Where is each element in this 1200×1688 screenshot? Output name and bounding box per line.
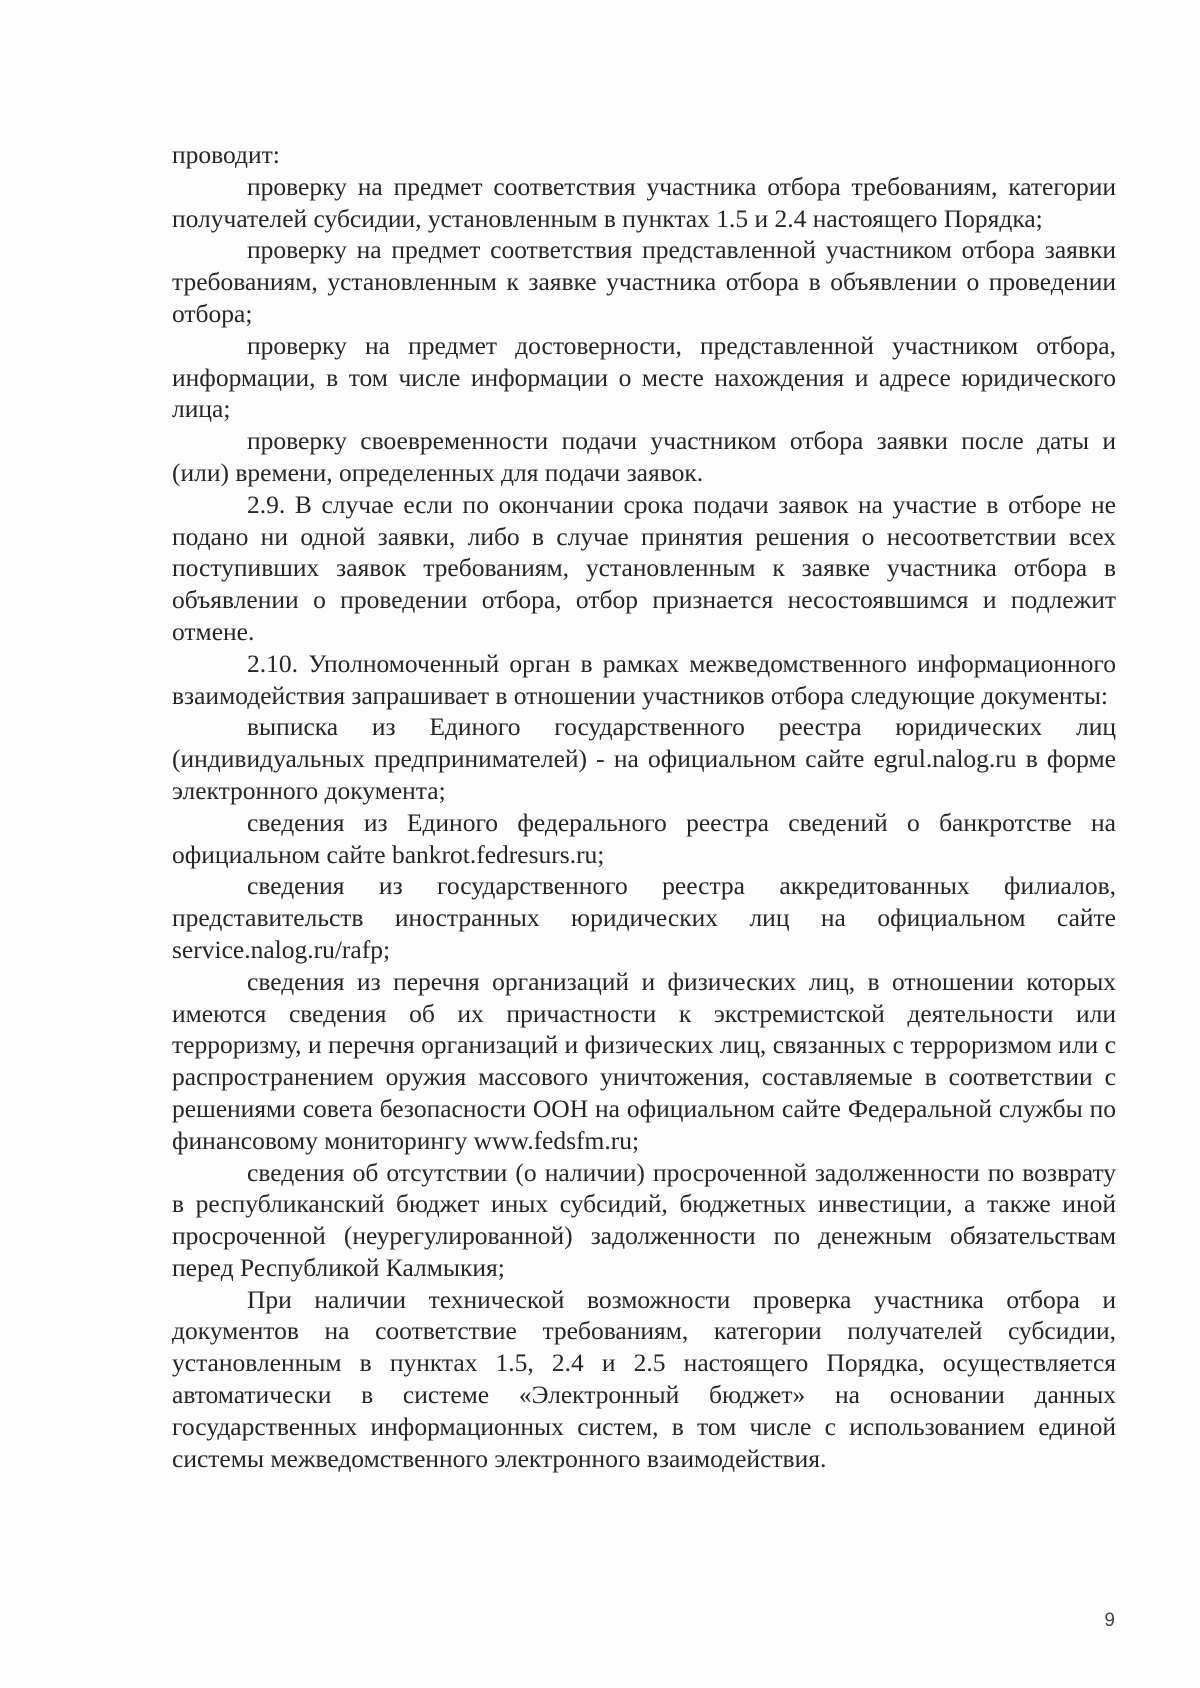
paragraph-check-reliability: проверку на предмет достоверности, представленной участником отбора, информации, в том числе информации о месте нахождения и адресе юридического лица; [172,330,1116,424]
paragraph-2-10: 2.10. Уполномоченный орган в рамках межведомственного информационного взаимодействия запрашивает в отношении участников отбора следующие документы: [172,648,1116,710]
paragraph-intro: проводит: [172,140,280,169]
paragraph-debt: сведения об отсутствии (о наличии) просроченной задолженности по возврату в республиканский бюджет иных субсидий, бюджетных инвестиции, а также иной просроченной (неурегулированной) задолженности по денежным обязательствам перед Республикой Калмыкия; [172,1157,1116,1282]
paragraph-rafp: сведения из государственного реестра аккредитованных филиалов, представительств иностранных юридических лиц на официальном сайте service.nalog.ru/rafp; [172,871,1116,964]
page-number: 9 [1104,1610,1115,1631]
paragraph-egrul: выписка из Единого государственного реестра юридических лиц (индивидуальных предпринимателей) - на официальном сайте egrul.nalog.ru в форме электронного документа; [172,712,1116,805]
document-body [172,139,1116,1474]
paragraph-check-requirements: проверку на предмет соответствия участника отбора требованиям, категории получателей субсидии, установленным в пунктах 1.5 и 2.4 настоящего Порядка; [172,171,1116,233]
paragraph-bankrot: сведения из Единого федерального реестра сведений о банкротстве на официальном сайте bankrot.fedresurs.ru; [172,807,1116,869]
paragraph-electronic-budget: При наличии технической возможности проверка участника отбора и документов на соответствие требованиям, категории получателей субсидии, установленным в пунктах 1.5, 2.4 и 2.5 настоящего Порядка, осуществляется автоматически в системе «Электронный бюджет» на основании данных государственных информационных систем, в том числе с использованием единой системы межведомственного электронного взаимодействия. [172,1284,1116,1473]
paragraph-fedsfm: сведения из перечня организаций и физических лиц, в отношении которых имеются сведения об их причастности к экстремистской деятельности или терроризму, и перечня организаций и физических лиц, связанных с терроризмом или с распространением оружия массового уничтожения, составляемые в соответствии с решениями совета безопасности ООН на официальном сайте Федеральной службы по финансовому мониторингу www.fedsfm.ru; [172,966,1116,1155]
paragraph-check-timeliness: проверку своевременности подачи участником отбора заявки после даты и (или) времени, определенных для подачи заявок. [172,426,1116,487]
paragraph-2-9: 2.9. В случае если по окончании срока подачи заявок на участие в отборе не подано ни одной заявки, либо в случае принятия решения о несоответствии всех поступивших заявок требованиям, установленным к заявке участника отбора в объявлении о проведении отбора, отбор признается несостоявшимся и подлежит отмене. [172,489,1116,646]
paragraph-check-application: проверку на предмет соответствия представленной участником отбора заявки требованиям, установленным к заявке участника отбора в объявлении о проведении отбора; [172,235,1116,328]
